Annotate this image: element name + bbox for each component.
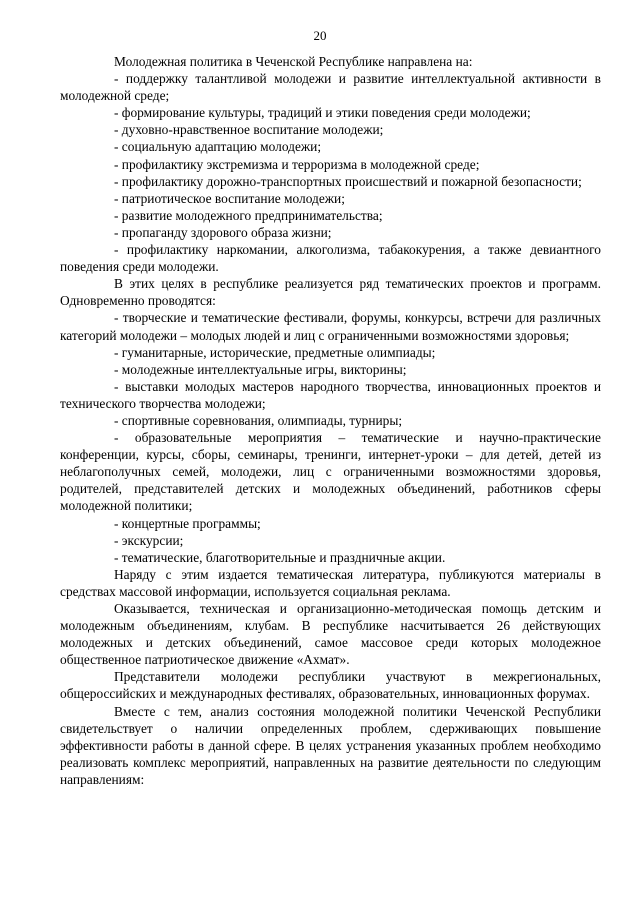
list-item: - социальную адаптацию молодежи; [114,139,322,155]
page-number: 20 [313,28,327,43]
list-item: - спортивные соревнования, олимпиады, турниры; [114,412,403,428]
list-item: - развитие молодежного предпринимательства; [114,207,383,223]
list-item: - поддержку талантливой молодежи и развитие интеллектуальной активности в молодежной среде; [60,71,601,104]
list-item: - духовно-нравственное воспитание молодежи; [114,122,384,138]
list-item: - образовательные мероприятия – тематические и научно-практические конференции, курсы, сборы, семинары, тренинги, интернет-уроки – для детей, детей из неблагополучных семей, молодежи, лиц с ограниченными возможностями здоровья, родителей, представителей детских и молодежных объединений, работников сферы молодежной политики; [60,430,601,514]
list-item: - экскурсии; [114,532,184,548]
paragraph: В этих целях в республике реализуется ряд тематических проектов и программ. Одновременно проводятся: [60,276,601,309]
paragraph: Молодежная политика в Чеченской Республике направлена на: [114,54,473,69]
list-item: - профилактику наркомании, алкоголизма, табакокурения, а также девиантного поведения среди молодежи. [60,242,601,275]
list-item: - молодежные интеллектуальные игры, викторины; [114,361,407,377]
list-item: - творческие и тематические фестивали, форумы, конкурсы, встречи для различных категорий молодежи – молодых людей и лиц с ограниченными возможностями здоровья; [60,310,601,343]
list-item: - тематические, благотворительные и праздничные акции. [114,549,446,565]
list-item: - концертные программы; [114,515,261,531]
paragraph: Оказывается, техническая и организационно-методическая помощь детским и молодежным объединениям, клубам. В республике насчитывается 26 действующих молодежных и детских объединений, самое массовое среди которых молодежное общественное патриотическое движение «Ахмат». [60,601,601,668]
list-item: - выставки молодых мастеров народного творчества, инновационных проектов и технического творчества молодежи; [60,378,601,411]
list-item: - профилактику дорожно-транспортных происшествий и пожарной безопасности; [114,173,582,189]
list-item: - профилактику экстремизма и терроризма в молодежной среде; [114,156,480,172]
list-item: - гуманитарные, исторические, предметные олимпиады; [114,344,436,360]
paragraph: Наряду с этим издается тематическая литература, публикуются материалы в средствах массовой информации, используется социальная реклама. [60,566,601,599]
list-item: - патриотическое воспитание молодежи; [114,190,345,206]
body-text [60,53,601,788]
paragraph: Вместе с тем, анализ состояния молодежной политики Чеченской Республики свидетельствует о наличии определенных проблем, сдерживающих повышение эффективности работы в данной сфере. В целях устранения указанных проблем необходимо реализовать комплекс мероприятий, направленных на развитие деятельности по следующим направлениям: [60,703,601,787]
list-item: - пропаганду здорового образа жизни; [114,224,332,240]
list-item: - формирование культуры, традиций и этики поведения среди молодежи; [114,105,531,121]
paragraph: Представители молодежи республики участвуют в межрегиональных, общероссийских и международных фестивалях, образовательных, инновационных форумах. [60,669,601,702]
